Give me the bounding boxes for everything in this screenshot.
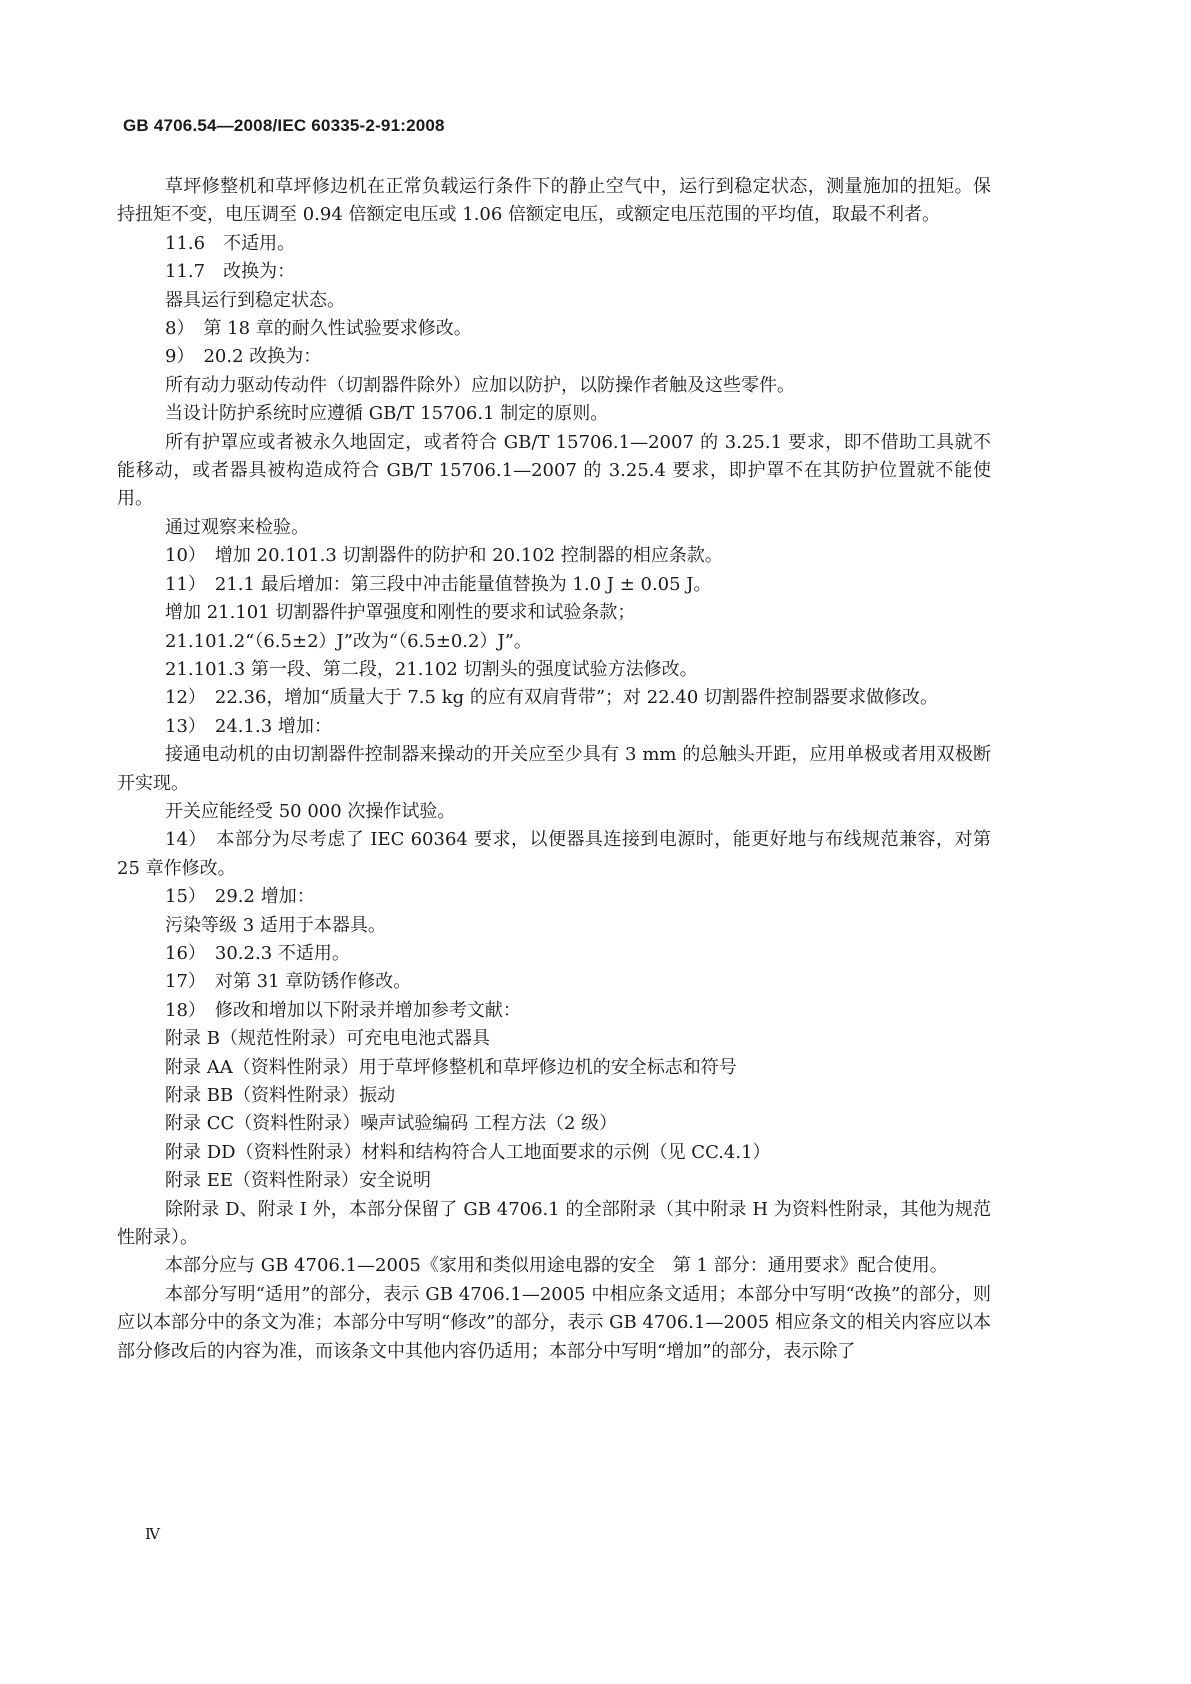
- paragraph: 11.7 改换为：: [165, 261, 296, 283]
- paragraph: 开关应能经受 50 000 次操作试验。: [165, 800, 456, 822]
- paragraph: 器具运行到稳定状态。: [165, 289, 345, 311]
- paragraph: 本部分写明“适用”的部分，表示 GB 4706.1—2005 中相应条文适用；本部分中写明“改换”的部分，则应以本部分中的条文为准；本部分中写明“修改”的部分，表示 GB 4706.1—2005 相应条文的相关内容应以本部分修改后的内容为准，而该条文中其他内容仍适用；本部分中写明“增加”的部分，表示除了: [117, 1283, 991, 1362]
- paragraph: 接通电动机的由切割器件控制器来操动的开关应至少具有 3 mm 的总触头开距，应用单极或者用双极断开实现。: [117, 744, 991, 794]
- paragraph: 本部分应与 GB 4706.1—2005《家用和类似用途电器的安全 第 1 部分：通用要求》配合使用。: [165, 1255, 948, 1277]
- paragraph: 21.101.3 第一段、第二段，21.102 切割头的强度试验方法修改。: [165, 658, 698, 680]
- paragraph: 18） 修改和增加以下附录并增加参考文献：: [165, 999, 521, 1021]
- paragraph: 15） 29.2 增加：: [165, 886, 315, 908]
- paragraph: 12） 22.36，增加“质量大于 7.5 kg 的应有双肩背带”；对 22.40 切割器件控制器要求做修改。: [165, 687, 939, 709]
- page-number: Ⅳ: [145, 1527, 160, 1543]
- paragraph: 10） 增加 20.101.3 切割器件的防护和 20.102 控制器的相应条款。: [165, 545, 723, 567]
- paragraph: 13） 24.1.3 增加：: [165, 715, 332, 737]
- paragraph: 附录 AA（资料性附录）用于草坪修整机和草坪修边机的安全标志和符号: [165, 1056, 737, 1078]
- paragraph: 21.101.2“（6.5±2）J”改为“（6.5±0.2）J”。: [165, 630, 532, 652]
- paragraph: 增加 21.101 切割器件护罩强度和刚性的要求和试验条款；: [165, 602, 636, 624]
- paragraph: 除附录 D、附录 I 外，本部分保留了 GB 4706.1 的全部附录（其中附录 H 为资料性附录，其他为规范性附录）。: [117, 1198, 991, 1249]
- paragraph: 通过观察来检验。: [165, 516, 309, 538]
- paragraph: 16） 30.2.3 不适用。: [165, 942, 350, 964]
- paragraph: 附录 B（规范性附录）可充电电池式器具: [165, 1028, 490, 1050]
- paragraph: 所有护罩应或者被永久地固定，或者符合 GB/T 15706.1—2007 的 3.25.1 要求，即不借助工具就不能移动，或者器具被构造成符合 GB/T 15706.1—2007 的 3.25.4 要求，即护罩不在其防护位置就不能使用。: [117, 431, 991, 510]
- paragraph: 当设计防护系统时应遵循 GB/T 15706.1 制定的原则。: [165, 403, 609, 425]
- paragraph: 附录 EE（资料性附录）安全说明: [165, 1170, 431, 1192]
- paragraph: 9） 20.2 改换为：: [165, 346, 322, 368]
- paragraph: 14） 本部分为尽考虑了 IEC 60364 要求，以便器具连接到电源时，能更好地与布线规范兼容，对第 25 章作修改。: [117, 829, 991, 879]
- paragraph: 附录 DD（资料性附录）材料和结构符合人工地面要求的示例（见 CC.4.1）: [165, 1141, 771, 1163]
- body-text: [117, 173, 991, 1366]
- page-header-standard-number: GB 4706.54—2008/IEC 60335-2-91:2008: [123, 116, 445, 135]
- paragraph: 附录 BB（资料性附录）振动: [165, 1085, 396, 1106]
- paragraph: 17） 对第 31 章防锈作修改。: [165, 971, 412, 993]
- paragraph: 11） 21.1 最后增加：第三段中冲击能量值替换为 1.0 J ± 0.05 J。: [165, 573, 712, 595]
- paragraph: 污染等级 3 适用于本器具。: [165, 914, 386, 936]
- paragraph: 11.6 不适用。: [165, 232, 296, 254]
- paragraph: 草坪修整机和草坪修边机在正常负载运行条件下的静止空气中，运行到稳定状态，测量施加的扭矩。保持扭矩不变，电压调至 0.94 倍额定电压或 1.06 倍额定电压，或额定电压范围的平均值，取最不利者。: [117, 176, 991, 226]
- paragraph: 附录 CC（资料性附录）噪声试验编码 工程方法（2 级）: [165, 1113, 618, 1135]
- paragraph: 8） 第 18 章的耐久性试验要求修改。: [165, 318, 472, 340]
- paragraph: 所有动力驱动传动件（切割器件除外）应加以防护，以防操作者触及这些零件。: [165, 374, 795, 396]
